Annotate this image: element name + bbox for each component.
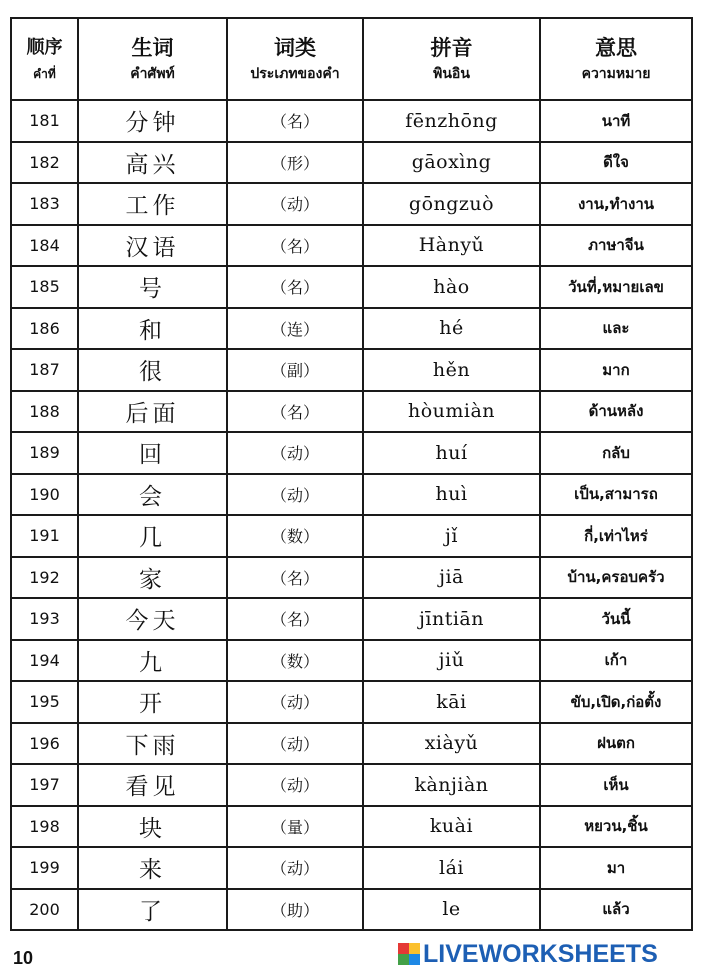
word-type-cell: （副）: [227, 349, 363, 391]
word-type-cell: （名）: [227, 598, 363, 640]
word-cell: 分钟: [78, 100, 227, 142]
header-row: [11, 18, 692, 100]
header-type-th: ประเภทของคำ: [250, 66, 340, 82]
table-row: [11, 889, 692, 931]
order-cell: 188: [11, 391, 78, 433]
word-type-cell: （名）: [227, 100, 363, 142]
liveworksheets-brand: [398, 940, 658, 968]
pinyin-cell: hào: [363, 266, 540, 308]
word-cell: 会: [78, 474, 227, 516]
pinyin-cell: jiǔ: [363, 640, 540, 682]
pinyin-cell: gōngzuò: [363, 183, 540, 225]
pinyin-cell: le: [363, 889, 540, 931]
order-cell: 193: [11, 598, 78, 640]
table-row: [11, 474, 692, 516]
page-number: 10: [13, 948, 34, 968]
order-cell: 195: [11, 681, 78, 723]
order-cell: 182: [11, 142, 78, 184]
pinyin-cell: gāoxìng: [363, 142, 540, 184]
pinyin-cell: Hànyǔ: [363, 225, 540, 267]
word-type-cell: （形）: [227, 142, 363, 184]
meaning-cell: มาก: [540, 349, 692, 391]
header-pinyin-cn: 拼音: [430, 35, 473, 60]
table-row: [11, 266, 692, 308]
header-meaning-th: ความหมาย: [581, 66, 651, 82]
header-word-th: คำศัพท์: [130, 66, 175, 82]
header-word: [78, 18, 227, 100]
table-row: [11, 557, 692, 599]
word-cell: 工作: [78, 183, 227, 225]
order-cell: 197: [11, 764, 78, 806]
order-cell: 185: [11, 266, 78, 308]
order-cell: 192: [11, 557, 78, 599]
word-cell: 开: [78, 681, 227, 723]
word-cell: 下雨: [78, 723, 227, 765]
order-cell: 190: [11, 474, 78, 516]
header-pinyin: [363, 18, 540, 100]
word-type-cell: （名）: [227, 391, 363, 433]
header-pinyin-th: พินอิน: [433, 66, 470, 82]
table-row: [11, 100, 692, 142]
pinyin-cell: jiā: [363, 557, 540, 599]
vocabulary-table: [10, 17, 693, 931]
table-row: [11, 515, 692, 557]
order-cell: 196: [11, 723, 78, 765]
word-type-cell: （助）: [227, 889, 363, 931]
meaning-cell: บ้าน,ครอบครัว: [540, 557, 692, 599]
word-cell: 和: [78, 308, 227, 350]
meaning-cell: ขับ,เปิด,ก่อตั้ง: [540, 681, 692, 723]
word-cell: 块: [78, 806, 227, 848]
meaning-cell: มา: [540, 847, 692, 889]
meaning-cell: หยวน,ชิ้น: [540, 806, 692, 848]
pinyin-cell: xiàyǔ: [363, 723, 540, 765]
header-order: [11, 18, 78, 100]
order-cell: 186: [11, 308, 78, 350]
header-type-cn: 词类: [274, 35, 316, 60]
meaning-cell: ฝนตก: [540, 723, 692, 765]
order-cell: 187: [11, 349, 78, 391]
word-type-cell: （动）: [227, 681, 363, 723]
table-row: [11, 764, 692, 806]
meaning-cell: เก้า: [540, 640, 692, 682]
table-row: [11, 308, 692, 350]
word-type-cell: （动）: [227, 474, 363, 516]
word-cell: 回: [78, 432, 227, 474]
word-cell: 看见: [78, 764, 227, 806]
word-cell: 今天: [78, 598, 227, 640]
order-cell: 183: [11, 183, 78, 225]
word-cell: 高兴: [78, 142, 227, 184]
word-cell: 九: [78, 640, 227, 682]
word-cell: 来: [78, 847, 227, 889]
table-row: [11, 598, 692, 640]
table-row: [11, 640, 692, 682]
header-type: [227, 18, 363, 100]
order-cell: 189: [11, 432, 78, 474]
pinyin-cell: huì: [363, 474, 540, 516]
order-cell: 200: [11, 889, 78, 931]
pinyin-cell: kāi: [363, 681, 540, 723]
word-type-cell: （数）: [227, 640, 363, 682]
word-type-cell: （连）: [227, 308, 363, 350]
brand-name: LIVEWORKSHEETS: [423, 939, 658, 968]
meaning-cell: ด้านหลัง: [540, 391, 692, 433]
meaning-cell: กลับ: [540, 432, 692, 474]
word-type-cell: （动）: [227, 183, 363, 225]
order-cell: 194: [11, 640, 78, 682]
header-order-cn: 顺序: [26, 37, 63, 58]
liveworksheets-logo-icon: [398, 943, 420, 965]
table-row: [11, 723, 692, 765]
word-type-cell: （名）: [227, 266, 363, 308]
table-row: [11, 183, 692, 225]
meaning-cell: งาน,ทำงาน: [540, 183, 692, 225]
word-cell: 家: [78, 557, 227, 599]
meaning-cell: และ: [540, 308, 692, 350]
word-type-cell: （名）: [227, 557, 363, 599]
header-meaning-cn: 意思: [595, 35, 637, 60]
table-row: [11, 142, 692, 184]
word-type-cell: （动）: [227, 847, 363, 889]
word-cell: 几: [78, 515, 227, 557]
pinyin-cell: jǐ: [363, 515, 540, 557]
meaning-cell: ภาษาจีน: [540, 225, 692, 267]
meaning-cell: นาที: [540, 100, 692, 142]
meaning-cell: วันนี้: [540, 598, 692, 640]
order-cell: 184: [11, 225, 78, 267]
word-type-cell: （名）: [227, 225, 363, 267]
table-row: [11, 806, 692, 848]
word-cell: 后面: [78, 391, 227, 433]
order-cell: 199: [11, 847, 78, 889]
meaning-cell: กี่,เท่าไหร่: [540, 515, 692, 557]
table-row: [11, 432, 692, 474]
pinyin-cell: fēnzhōng: [363, 100, 540, 142]
pinyin-cell: kànjiàn: [363, 764, 540, 806]
word-cell: 汉语: [78, 225, 227, 267]
header-meaning: [540, 18, 692, 100]
table-row: [11, 391, 692, 433]
word-type-cell: （动）: [227, 432, 363, 474]
order-cell: 198: [11, 806, 78, 848]
meaning-cell: แล้ว: [540, 889, 692, 931]
pinyin-cell: jīntiān: [363, 598, 540, 640]
pinyin-cell: hé: [363, 308, 540, 350]
word-type-cell: （动）: [227, 764, 363, 806]
table-row: [11, 225, 692, 267]
table-row: [11, 847, 692, 889]
pinyin-cell: huí: [363, 432, 540, 474]
order-cell: 191: [11, 515, 78, 557]
word-type-cell: （动）: [227, 723, 363, 765]
pinyin-cell: hěn: [363, 349, 540, 391]
pinyin-cell: lái: [363, 847, 540, 889]
word-cell: 很: [78, 349, 227, 391]
word-type-cell: （量）: [227, 806, 363, 848]
header-word-cn: 生词: [131, 35, 174, 60]
order-cell: 181: [11, 100, 78, 142]
table-row: [11, 349, 692, 391]
word-type-cell: （数）: [227, 515, 363, 557]
table-row: [11, 681, 692, 723]
meaning-cell: ดีใจ: [540, 142, 692, 184]
header-order-th: คำที่: [33, 67, 56, 81]
meaning-cell: เห็น: [540, 764, 692, 806]
word-cell: 号: [78, 266, 227, 308]
meaning-cell: เป็น,สามารถ: [540, 474, 692, 516]
pinyin-cell: kuài: [363, 806, 540, 848]
pinyin-cell: hòumiàn: [363, 391, 540, 433]
meaning-cell: วันที่,หมายเลข: [540, 266, 692, 308]
word-cell: 了: [78, 889, 227, 931]
